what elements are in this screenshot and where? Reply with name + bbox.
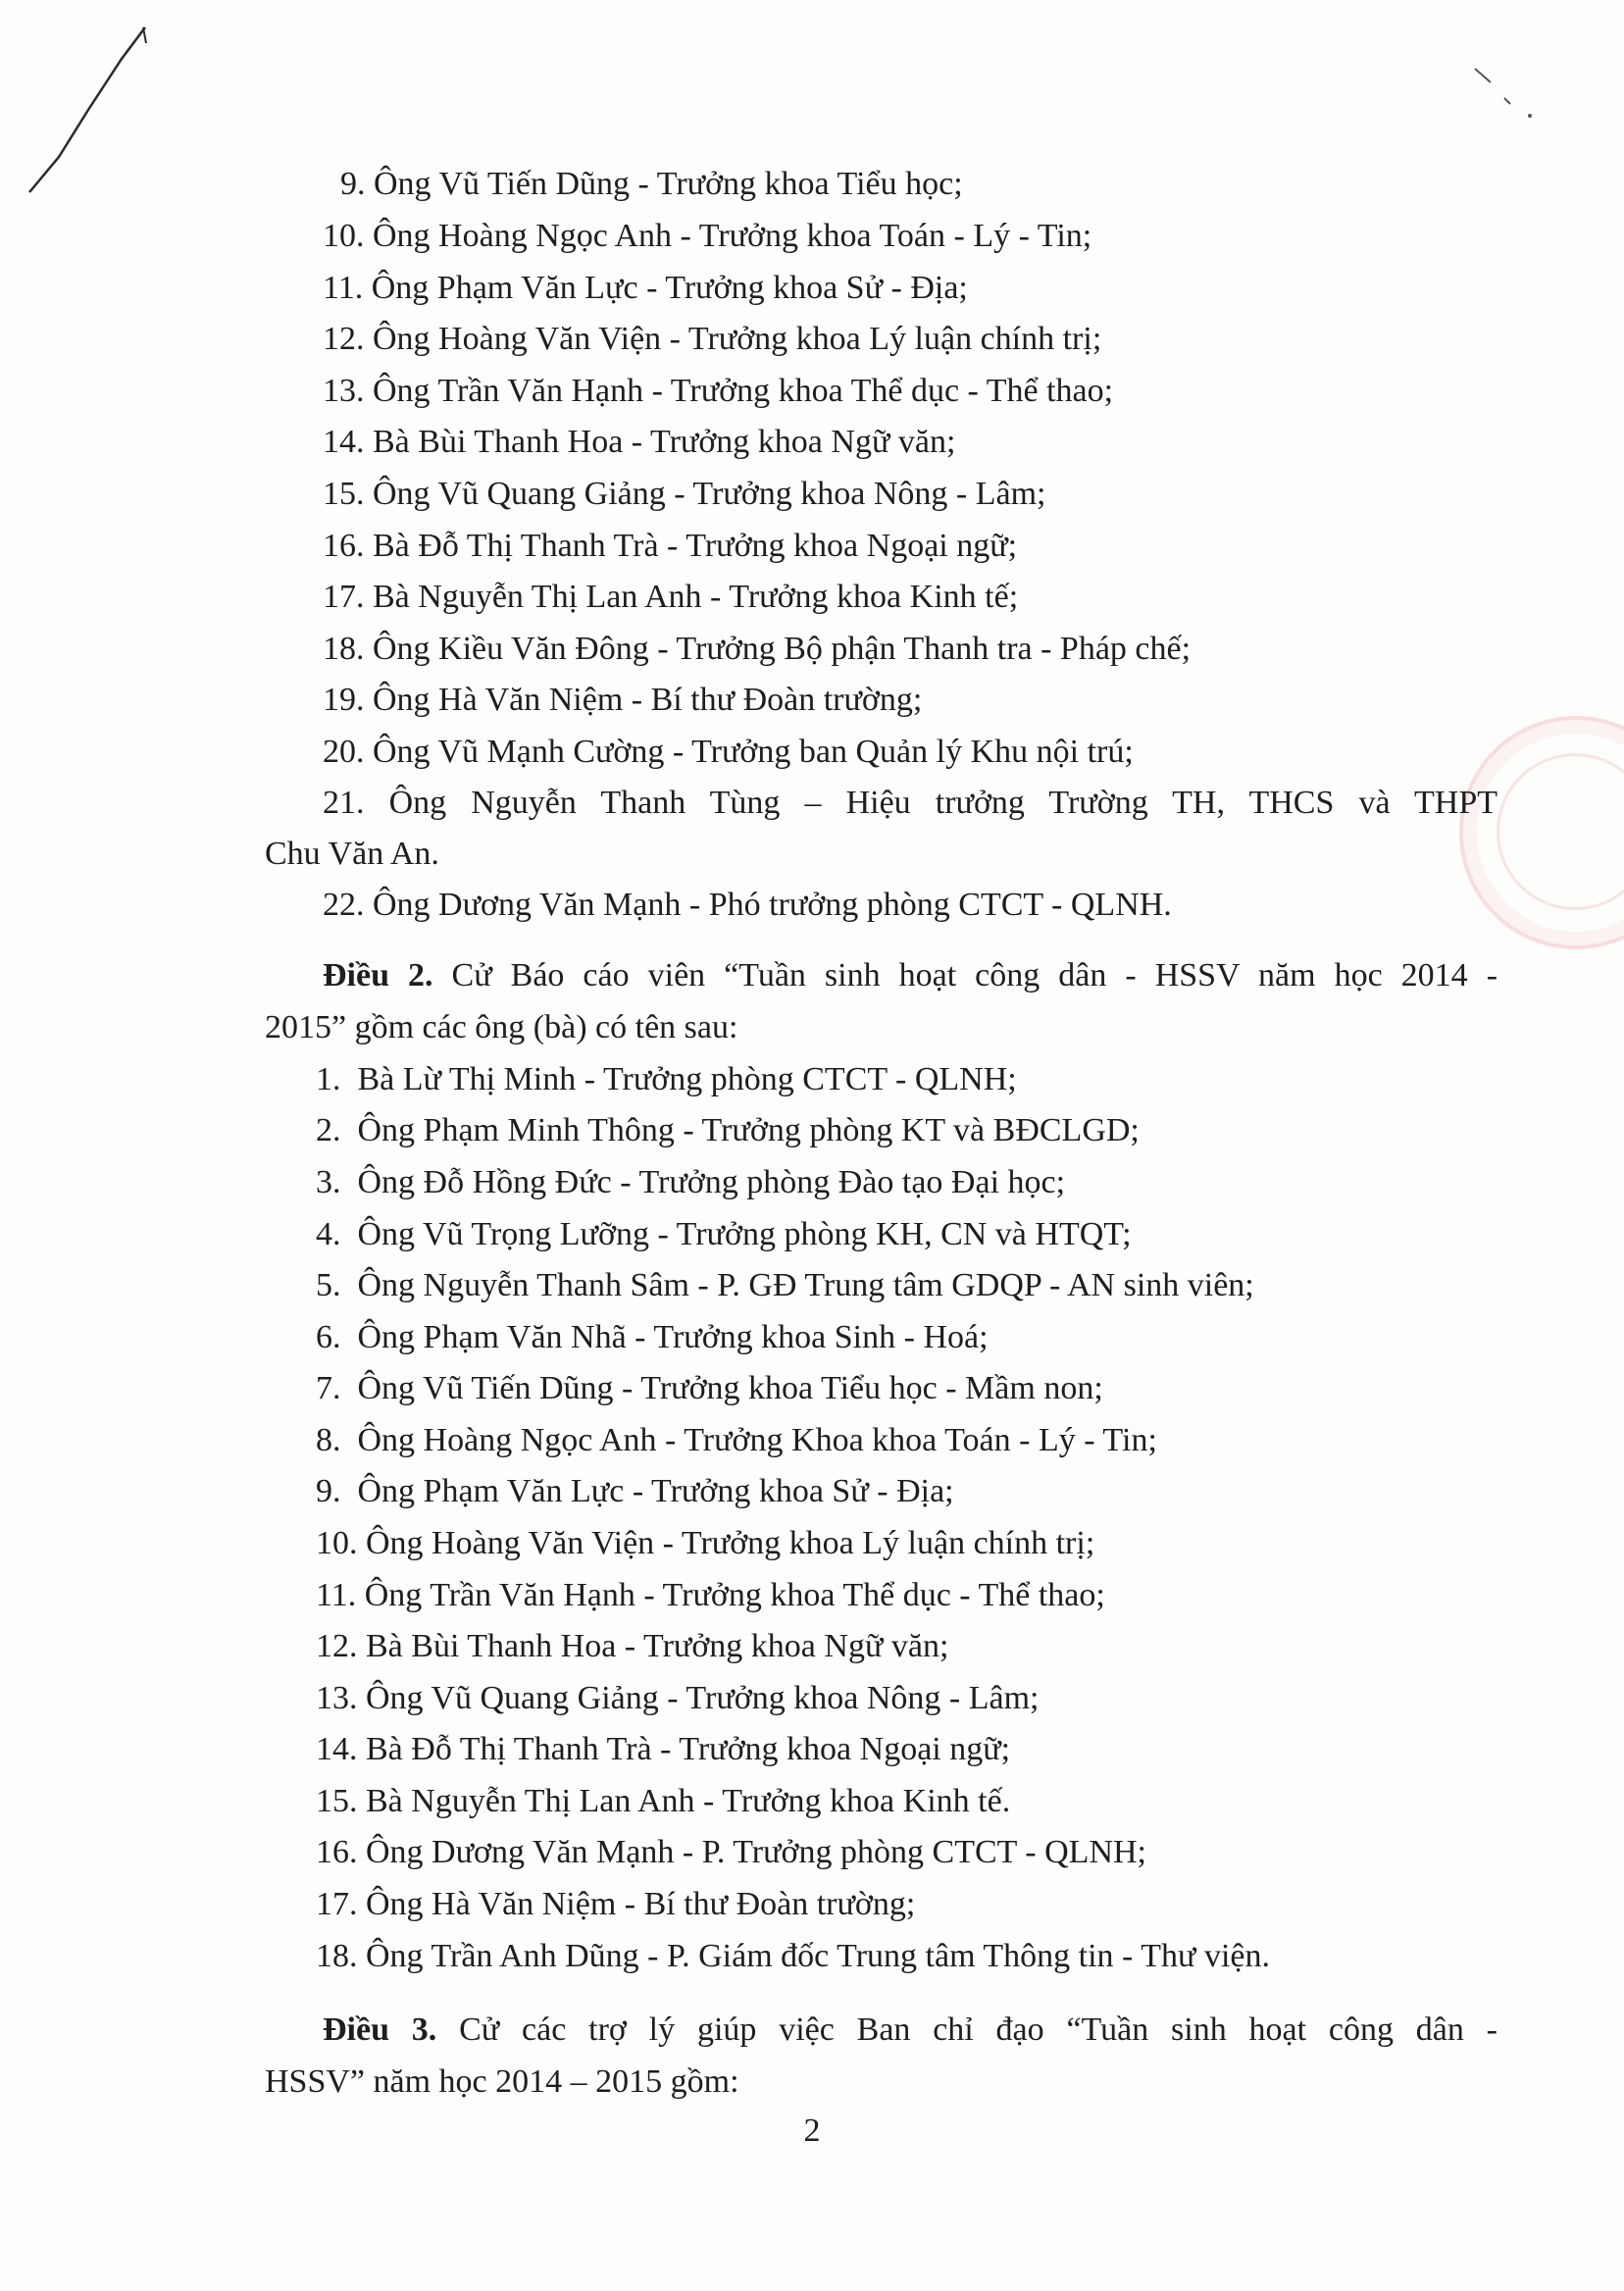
item-number: 1. — [316, 1061, 341, 1097]
item-text: Ông Hoàng Văn Viện - Trưởng khoa Lý luận chính trị; — [373, 321, 1102, 357]
list-item — [316, 1524, 1094, 1563]
article-2-continuation — [265, 1008, 737, 1047]
list-item — [316, 1885, 915, 1924]
item-number: 17. — [323, 579, 365, 615]
article-2-heading — [323, 956, 1497, 995]
item-text: Bà Nguyễn Thị Lan Anh - Trưởng khoa Kinh tế. — [366, 1783, 1011, 1819]
item-text: Bà Nguyễn Thị Lan Anh - Trưởng khoa Kinh tế; — [373, 579, 1019, 615]
item-number: 14. — [316, 1731, 358, 1767]
list-item — [323, 423, 955, 462]
pen-stroke-mark — [20, 20, 157, 196]
item-number: 12. — [316, 1628, 358, 1664]
item-number: 18. — [316, 1938, 358, 1974]
item-text: Bà Đỗ Thị Thanh Trà - Trưởng khoa Ngoại ngữ; — [366, 1731, 1011, 1767]
item-text: Ông Vũ Trọng Lưỡng - Trưởng phòng KH, CN và HTQT; — [357, 1216, 1132, 1252]
page-number: 2 — [803, 2113, 821, 2149]
list-item — [323, 681, 922, 720]
list-item — [316, 1318, 989, 1357]
item-text: Ông Phạm Minh Thông - Trưởng phòng KT và BĐCLGD; — [357, 1112, 1140, 1148]
item-number: 9. — [316, 1473, 341, 1509]
item-text: Ông Hoàng Ngọc Anh - Trưởng Khoa khoa Toán - Lý - Tin; — [357, 1422, 1157, 1458]
item-text: Ông Phạm Văn Lực - Trưởng khoa Sử - Địa; — [371, 270, 968, 306]
item-text: Ông Vũ Mạnh Cường - Trưởng ban Quản lý Khu nội trú; — [373, 734, 1134, 770]
item-text: Ông Trần Anh Dũng - P. Giám đốc Trung tâm Thông tin - Thư viện. — [366, 1938, 1271, 1974]
list-item — [316, 1833, 1146, 1872]
list-item — [323, 630, 1191, 669]
list-item — [316, 1215, 1132, 1254]
item-number: 18. — [323, 631, 365, 667]
list-item — [316, 1421, 1157, 1460]
item-text: Ông Vũ Quang Giảng - Trưởng khoa Nông - Lâm; — [373, 476, 1046, 512]
list-item — [323, 527, 1017, 566]
item-text: Ông Kiều Văn Đông - Trưởng Bộ phận Thanh tra - Pháp chế; — [373, 631, 1192, 667]
item-number: 16. — [323, 528, 365, 564]
item-text: Ông Đỗ Hồng Đức - Trưởng phòng Đào tạo Đại học; — [357, 1164, 1066, 1200]
item-number: 22. — [323, 887, 365, 923]
article-text: 2015” gồm các ông (bà) có tên sau: — [265, 1009, 738, 1045]
item-text: Ông Phạm Văn Lực - Trưởng khoa Sử - Địa; — [357, 1473, 954, 1509]
item-text: Ông Trần Văn Hạnh - Trưởng khoa Thể dục - Thể thao; — [364, 1577, 1105, 1613]
list-item-continuation — [265, 835, 439, 874]
item-number: 10. — [316, 1525, 358, 1561]
article-label: Điều 3. — [323, 2011, 437, 2048]
item-text: Ông Nguyễn Thanh Tùng – Hiệu trưởng Trường TH, THCS và THPT — [388, 785, 1497, 821]
item-number: 14. — [323, 424, 365, 460]
item-text: Ông Trần Văn Hạnh - Trưởng khoa Thể dục - Thể thao; — [373, 373, 1114, 409]
list-item — [316, 1679, 1039, 1718]
list-item — [323, 886, 1172, 925]
item-text: Ông Vũ Quang Giảng - Trưởng khoa Nông - Lâm; — [366, 1680, 1040, 1716]
item-text: Bà Lừ Thị Minh - Trưởng phòng CTCT - QLNH; — [357, 1061, 1017, 1097]
item-number: 19. — [323, 682, 365, 718]
article-text: Cử Báo cáo viên “Tuần sinh hoạt công dân - HSSV năm học 2014 - — [451, 957, 1498, 993]
item-number: 11. — [323, 270, 364, 306]
list-item — [323, 269, 968, 308]
item-text: Ông Dương Văn Mạnh - Phó trưởng phòng CTCT - QLNH. — [373, 887, 1172, 923]
list-item — [323, 733, 1134, 772]
item-number: 9. — [340, 166, 366, 202]
item-number: 16. — [316, 1834, 358, 1870]
item-number: 13. — [323, 373, 365, 409]
list-item — [316, 1369, 1103, 1408]
item-text: Ông Vũ Tiến Dũng - Trưởng khoa Tiểu học; — [374, 166, 963, 202]
item-number: 5. — [316, 1267, 341, 1303]
item-text: Ông Hà Văn Niệm - Bí thư Đoàn trường; — [373, 682, 923, 718]
item-number: 15. — [316, 1783, 358, 1819]
list-item — [316, 1111, 1140, 1150]
list-item — [316, 1937, 1270, 1976]
list-item — [316, 1782, 1010, 1821]
list-item — [323, 475, 1045, 514]
list-item — [323, 784, 1497, 823]
list-item — [323, 372, 1113, 411]
list-item — [323, 320, 1101, 359]
item-text: Bà Bùi Thanh Hoa - Trưởng khoa Ngữ văn; — [366, 1628, 949, 1664]
item-text: Bà Bùi Thanh Hoa - Trưởng khoa Ngữ văn; — [373, 424, 956, 460]
item-number: 2. — [316, 1112, 341, 1148]
item-text: Bà Đỗ Thị Thanh Trà - Trưởng khoa Ngoại ngữ; — [373, 528, 1018, 564]
item-number: 8. — [316, 1422, 341, 1458]
item-number: 20. — [323, 734, 365, 770]
list-item — [316, 1576, 1105, 1615]
item-number: 15. — [323, 476, 365, 512]
item-number: 11. — [316, 1577, 357, 1613]
item-text: Ông Hà Văn Niệm - Bí thư Đoàn trường; — [366, 1886, 916, 1922]
item-number: 17. — [316, 1886, 358, 1922]
item-text: Ông Nguyễn Thanh Sâm - P. GĐ Trung tâm GDQP - AN sinh viên; — [357, 1267, 1254, 1303]
item-text: Ông Hoàng Văn Viện - Trưởng khoa Lý luận chính trị; — [366, 1525, 1095, 1561]
list-item — [316, 1627, 948, 1666]
item-number: 4. — [316, 1216, 341, 1252]
list-item — [316, 1163, 1065, 1202]
article-3-continuation — [265, 2062, 739, 2102]
item-number: 3. — [316, 1164, 341, 1200]
item-number: 6. — [316, 1319, 341, 1355]
item-text: Ông Dương Văn Mạnh - P. Trưởng phòng CTCT - QLNH; — [366, 1834, 1146, 1870]
item-text: Chu Văn An. — [265, 836, 439, 872]
article-text: HSSV” năm học 2014 – 2015 gồm: — [265, 2063, 739, 2100]
item-number: 12. — [323, 321, 365, 357]
stamp-watermark — [1459, 716, 1624, 949]
item-text: Ông Hoàng Ngọc Anh - Trưởng khoa Toán - Lý - Tin; — [373, 218, 1092, 254]
item-text: Ông Vũ Tiến Dũng - Trưởng khoa Tiểu học - Mầm non; — [357, 1370, 1103, 1406]
item-number: 7. — [316, 1370, 341, 1406]
article-text: Cử các trợ lý giúp việc Ban chỉ đạo “Tuần sinh hoạt công dân - — [459, 2011, 1497, 2048]
list-item — [323, 578, 1018, 617]
item-number: 13. — [316, 1680, 358, 1716]
item-text: Ông Phạm Văn Nhã - Trưởng khoa Sinh - Hoá; — [357, 1319, 989, 1355]
item-number: 10. — [323, 218, 365, 254]
scan-dot-mark — [1471, 59, 1549, 127]
item-number: 21. — [323, 785, 365, 821]
article-3-heading — [323, 2011, 1497, 2050]
list-item — [323, 217, 1091, 256]
list-item — [316, 1730, 1010, 1769]
list-item — [316, 1060, 1017, 1099]
list-item — [340, 165, 963, 204]
list-item — [316, 1472, 954, 1511]
list-item — [316, 1266, 1254, 1305]
article-label: Điều 2. — [323, 957, 433, 993]
